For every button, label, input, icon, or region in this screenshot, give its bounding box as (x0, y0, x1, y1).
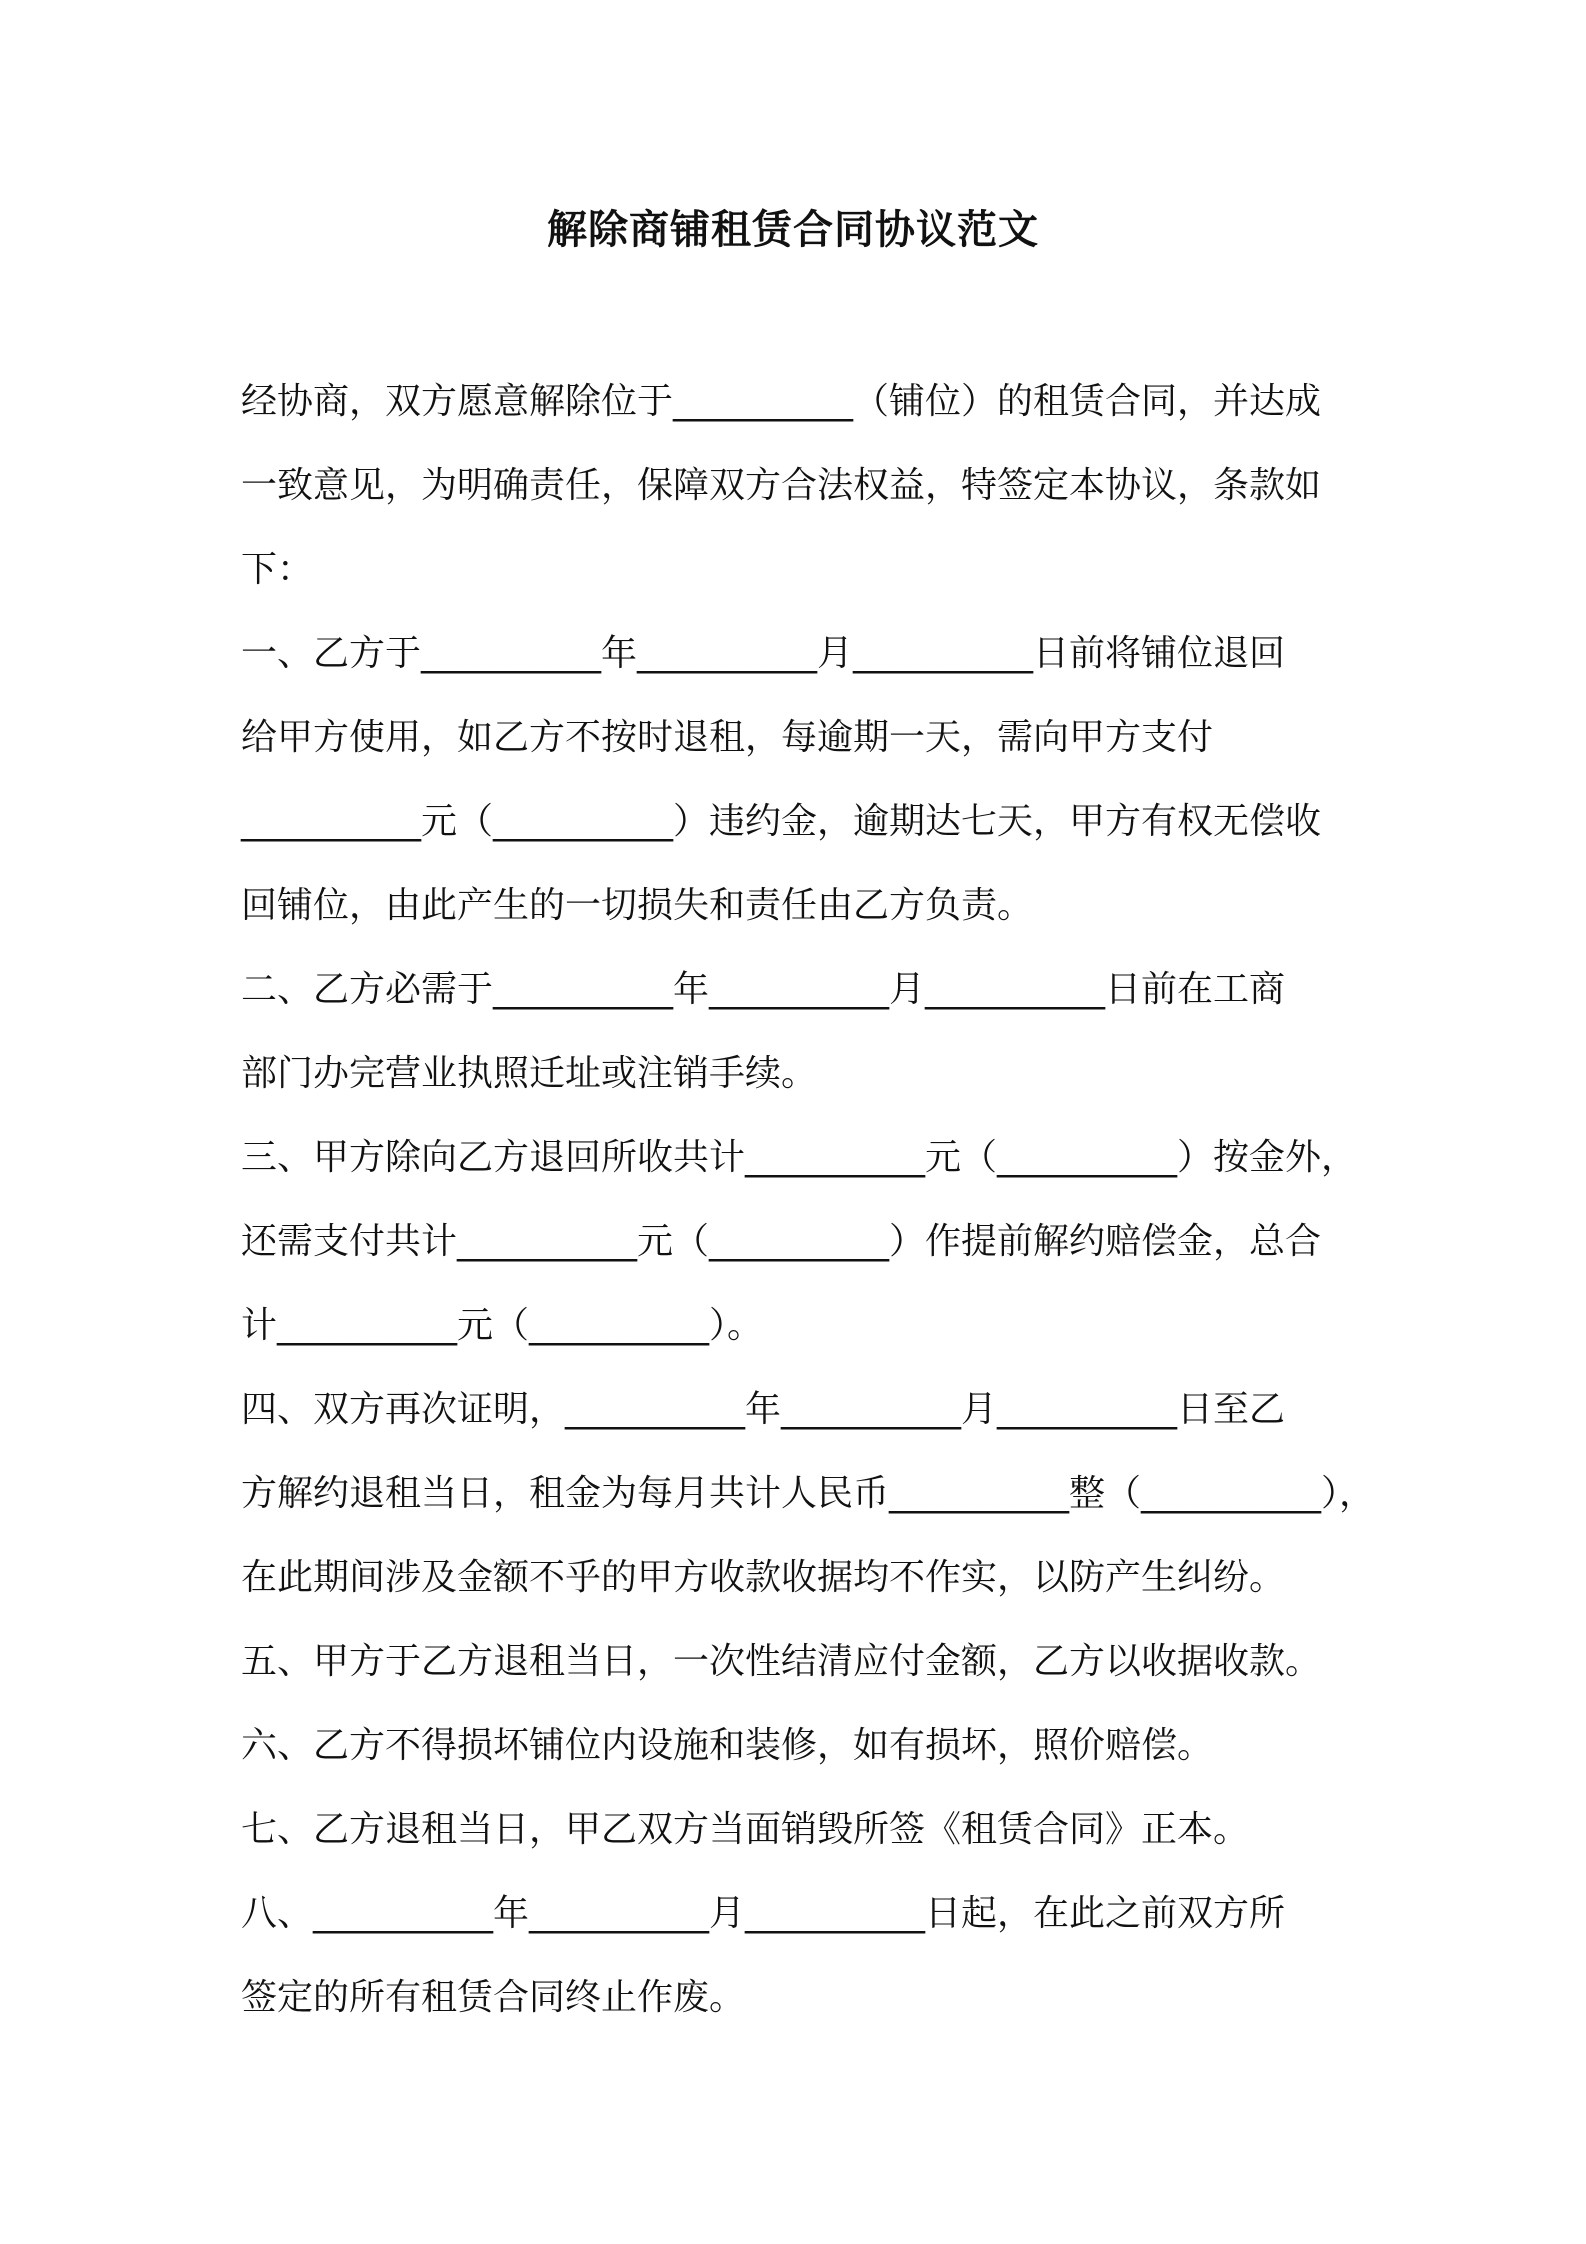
text-line: 一、乙方于__________年__________月__________日前将铺位退回 (241, 633, 1286, 674)
text-line: 二、乙方必需于__________年__________月__________日前在工商 (241, 969, 1286, 1010)
text-line: 八、__________年__________月__________日起，在此之前双方所 (241, 1893, 1286, 1934)
text-line: 在此期间涉及金额不乎的甲方收款收据均不作实，以防产生纠纷。 (241, 1557, 1286, 1598)
text-line: 七、乙方退租当日，甲乙双方当面销毁所签《租赁合同》正本。 (241, 1809, 1250, 1850)
text-line: 部门办完营业执照迁址或注销手续。 (241, 1053, 818, 1094)
text-line: 签定的所有租赁合同终止作废。 (241, 1977, 746, 2018)
text-line: 五、甲方于乙方退租当日，一次性结清应付金额，乙方以收据收款。 (241, 1641, 1322, 1682)
text-line: 六、乙方不得损坏铺位内设施和装修，如有损坏，照价赔偿。 (241, 1725, 1214, 1766)
text-line: 一致意见，为明确责任，保障双方合法权益，特签定本协议，条款如 (241, 465, 1322, 506)
text-line: 给甲方使用，如乙方不按时退租，每逾期一天，需向甲方支付 (241, 717, 1214, 758)
text-line: 经协商，双方愿意解除位于__________（铺位）的租赁合同，并达成 (241, 381, 1322, 422)
document-body (241, 360, 1411, 2040)
text-line: 还需支付共计__________元（__________）作提前解约赔偿金，总合 (241, 1221, 1322, 1262)
text-line: 回铺位，由此产生的一切损失和责任由乙方负责。 (241, 885, 1034, 926)
text-line: 下： (241, 549, 314, 590)
text-line: 四、双方再次证明，__________年__________月__________日至乙 (241, 1389, 1286, 1430)
text-line: __________元（__________）违约金，逾期达七天，甲方有权无偿收 (241, 801, 1322, 842)
text-line: 三、甲方除向乙方退回所收共计__________元（__________）按金外， (241, 1137, 1358, 1178)
text-line: 计__________元（__________）。 (241, 1305, 764, 1346)
document-title: 解除商铺租赁合同协议范文 (547, 207, 1039, 253)
text-line: 方解约退租当日，租金为每月共计人民币__________整（__________）， (241, 1473, 1376, 1514)
